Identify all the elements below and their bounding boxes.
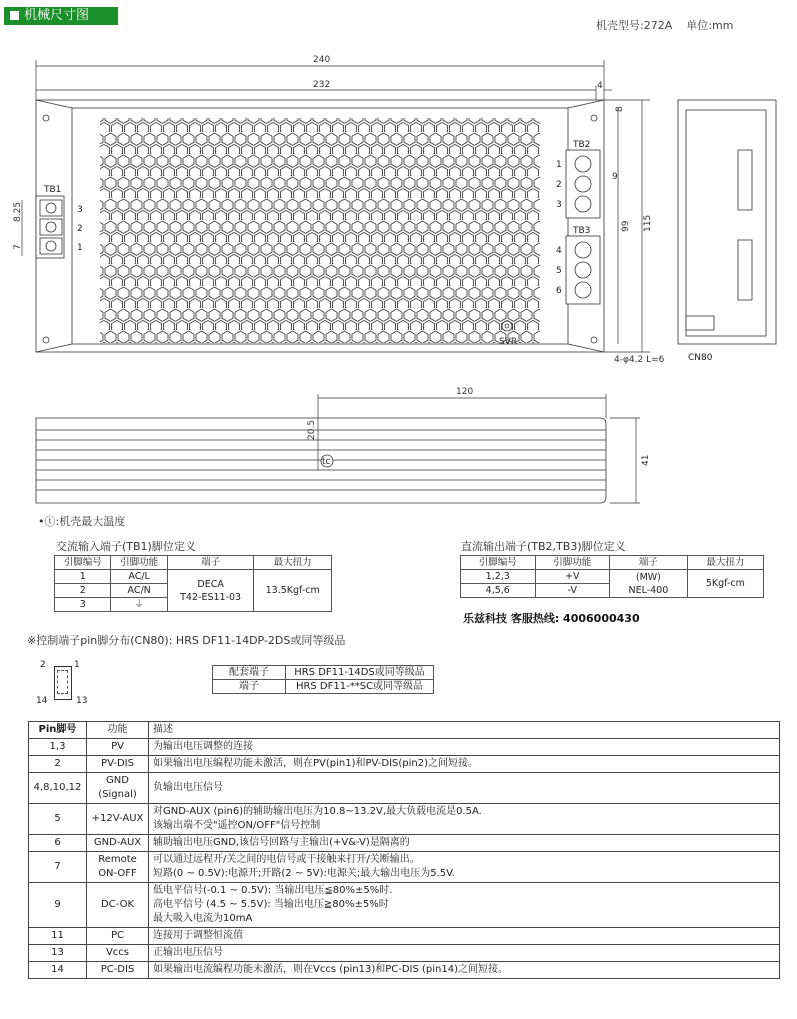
cn80-pin-13: 13 <box>76 696 88 706</box>
pin-number: 9 <box>29 883 87 928</box>
tb3-pin-6: 6 <box>556 286 562 296</box>
pin-header-func: 功能 <box>87 722 149 739</box>
pin-function: +12V-AUX <box>87 804 149 835</box>
description-line: 可以通过远程开/关之间的电信号或干接触来打开/关断输出。 <box>153 854 420 865</box>
dc-header-torque: 最大扭力 <box>687 556 763 570</box>
table-cell: HRS DF11-14DS或同等级品 <box>286 666 434 680</box>
dim-20-5: 20.5 <box>307 419 317 440</box>
tb3-pin-5: 5 <box>556 266 562 276</box>
tb1-pin-3: 3 <box>77 205 83 215</box>
table-row <box>29 756 780 773</box>
pin-number: 1,3 <box>29 739 87 756</box>
table-row <box>29 739 780 756</box>
cn80-pin-2: 2 <box>40 660 46 670</box>
pin-function: DC-OK <box>87 883 149 928</box>
mating-table <box>212 665 434 694</box>
ac-header-func: 引脚功能 <box>111 556 167 570</box>
pin-function: GND-AUX <box>87 835 149 852</box>
dim-41: 41 <box>641 454 651 466</box>
service-hotline: 乐兹科技 客服热线: 4006000430 <box>463 612 640 625</box>
dim-8: 8 <box>615 106 625 112</box>
description-line: 如果输出电流编程功能未激活，则在Vccs (pin13)和PC-DIS (pin14)之间短接。 <box>153 964 509 975</box>
pin-number: 5 <box>29 804 87 835</box>
tc-note <box>38 513 125 529</box>
description-line: 连接用于调整恒流值 <box>153 930 243 941</box>
dim-9: 9 <box>612 172 618 182</box>
tc-note-text: :机壳最大温度 <box>55 515 126 528</box>
description-line: 负输出电压信号 <box>153 782 223 793</box>
pin-description <box>149 773 780 804</box>
ac-header-torque: 最大扭力 <box>254 556 332 570</box>
ac-table-title: 交流输入端子(TB1)脚位定义 <box>56 540 196 553</box>
table-row <box>29 804 780 835</box>
description-line: 该输出端不受"遥控ON/OFF"信号控制 <box>153 820 321 831</box>
tb1-pin-2: 2 <box>77 224 83 234</box>
table-cell: 1 <box>55 570 111 584</box>
pin-number: 6 <box>29 835 87 852</box>
ac-header-pin: 引脚编号 <box>55 556 111 570</box>
table-row <box>29 945 780 962</box>
cn80-pin-1: 1 <box>74 660 80 670</box>
dc-header-func: 引脚功能 <box>535 556 610 570</box>
pin-function: PV-DIS <box>87 756 149 773</box>
mount-hole-note: 4-φ4.2 L=6 <box>614 355 665 365</box>
table-cell: AC/L <box>111 570 167 584</box>
ground-icon: ⏚ <box>111 598 167 612</box>
ac-torque-cell: 13.5Kgf-cm <box>254 570 332 612</box>
dc-table-title: 直流输出端子(TB2,TB3)脚位定义 <box>461 540 626 553</box>
table-cell: 2 <box>55 584 111 598</box>
description-line: 高电平信号 (4.5 ~ 5.5V): 当输出电压≧80%±5%时 <box>153 899 389 910</box>
side-dims <box>318 394 640 503</box>
pin-description <box>149 835 780 852</box>
table-cell: AC/N <box>111 584 167 598</box>
description-line: 短路(0 ~ 0.5V):电源开;开路(2 ~ 5V):电源关;最大输出电压为5.5V. <box>153 868 455 879</box>
tb3-label: TB3 <box>573 226 591 236</box>
cn80-title: ※控制端子pin脚分布(CN80): HRS DF11-14DP-2DS或同等级品 <box>27 634 346 647</box>
model-number: 机壳型号:272A <box>596 19 673 32</box>
pin-function: GND (Signal) <box>87 773 149 804</box>
dc-header-pin: 引脚编号 <box>461 556 536 570</box>
dim-99: 99 <box>621 220 631 232</box>
table-cell: 1,2,3 <box>461 570 536 584</box>
tb1-pin-1: 1 <box>77 243 83 253</box>
pin-number: 14 <box>29 962 87 979</box>
tb2-pin-1: 1 <box>556 160 562 170</box>
pin-description <box>149 852 780 883</box>
case-top-view <box>36 100 604 352</box>
pin-description <box>149 883 780 928</box>
cn80-pins-grid <box>57 670 68 694</box>
pin-function: Vccs <box>87 945 149 962</box>
cn80-label: CN80 <box>688 353 713 363</box>
ac-header-terminal: 端子 <box>167 556 254 570</box>
dim-240: 240 <box>313 55 331 65</box>
tb2-label: TB2 <box>573 140 591 150</box>
dim-232: 232 <box>313 80 331 90</box>
description-line: 低电平信号(-0.1 ~ 0.5V): 当输出电压≦80%±5%时. <box>153 885 393 896</box>
pin-description <box>149 962 780 979</box>
dc-header-terminal: 端子 <box>610 556 688 570</box>
tc-marker-label: tc <box>322 457 331 467</box>
tb2-pin-3: 3 <box>556 200 562 210</box>
section-title: 机械尺寸图 <box>24 8 90 23</box>
case-end-view <box>678 100 776 344</box>
dim-8-25: 8.25 <box>13 201 23 222</box>
dim-115: 115 <box>643 214 653 232</box>
ac-terminal-table <box>54 555 332 612</box>
table-cell: 配套端子 <box>213 666 286 680</box>
table-row <box>29 773 780 804</box>
description-line: 正输出电压信号 <box>153 947 223 958</box>
description-line: 为输出电压调整的连接 <box>153 741 253 752</box>
pin-number: 4,8,10,12 <box>29 773 87 804</box>
table-cell: 3 <box>55 598 111 612</box>
cn80-pinout <box>36 660 88 706</box>
description-line: 最大吸入电流为10mA <box>153 913 253 924</box>
dc-terminal-table <box>460 555 764 598</box>
pin-function: PV <box>87 739 149 756</box>
cn80-pin-14: 14 <box>36 696 48 706</box>
tb1-terminal <box>36 196 64 258</box>
table-cell: 端子 <box>213 680 286 694</box>
dim-4: 4 <box>597 81 603 91</box>
pin-function-table <box>28 721 780 979</box>
svr-label: SVR <box>499 337 518 347</box>
table-cell: -V <box>535 584 610 598</box>
pin-number: 13 <box>29 945 87 962</box>
table-row <box>29 962 780 979</box>
description-line: 对GND-AUX (pin6)的辅助输出电压为10.8~13.2V,最大负载电流是0.5A. <box>153 806 482 817</box>
description-line: 辅助输出电压GND,该信号回路与主输出(+V&-V)是隔离的 <box>153 837 410 848</box>
tb2-pin-2: 2 <box>556 180 562 190</box>
table-cell: HRS DF11-**SC或同等级品 <box>286 680 434 694</box>
table-row <box>29 883 780 928</box>
pin-function: Remote ON-OFF <box>87 852 149 883</box>
dim-120: 120 <box>456 387 474 397</box>
tc-icon: •ⓣ <box>38 515 56 528</box>
pin-header-pin: Pin脚号 <box>29 722 87 739</box>
pin-description <box>149 945 780 962</box>
description-line: 如果输出电压编程功能未激活，则在PV(pin1)和PV-DIS(pin2)之间短接。 <box>153 758 479 769</box>
dc-torque-cell: 5Kgf-cm <box>687 570 763 598</box>
dc-terminal-cell: (MW) NEL-400 <box>610 570 688 598</box>
table-cell: 4,5,6 <box>461 584 536 598</box>
table-row <box>29 852 780 883</box>
unit-label: 单位:mm <box>686 19 734 32</box>
pin-function: PC-DIS <box>87 962 149 979</box>
pin-description <box>149 739 780 756</box>
pin-function: PC <box>87 928 149 945</box>
table-row <box>29 928 780 945</box>
pin-number: 2 <box>29 756 87 773</box>
pin-description <box>149 804 780 835</box>
dim-7: 7 <box>13 244 23 250</box>
pin-description <box>149 756 780 773</box>
pin-number: 7 <box>29 852 87 883</box>
pin-number: 11 <box>29 928 87 945</box>
ac-terminal-cell: DECA T42-ES11-03 <box>167 570 254 612</box>
tb3-pin-4: 4 <box>556 246 562 256</box>
pin-header-desc: 描述 <box>149 722 780 739</box>
pin-description <box>149 928 780 945</box>
tb1-label: TB1 <box>44 185 62 195</box>
table-cell: +V <box>535 570 610 584</box>
table-row <box>29 835 780 852</box>
